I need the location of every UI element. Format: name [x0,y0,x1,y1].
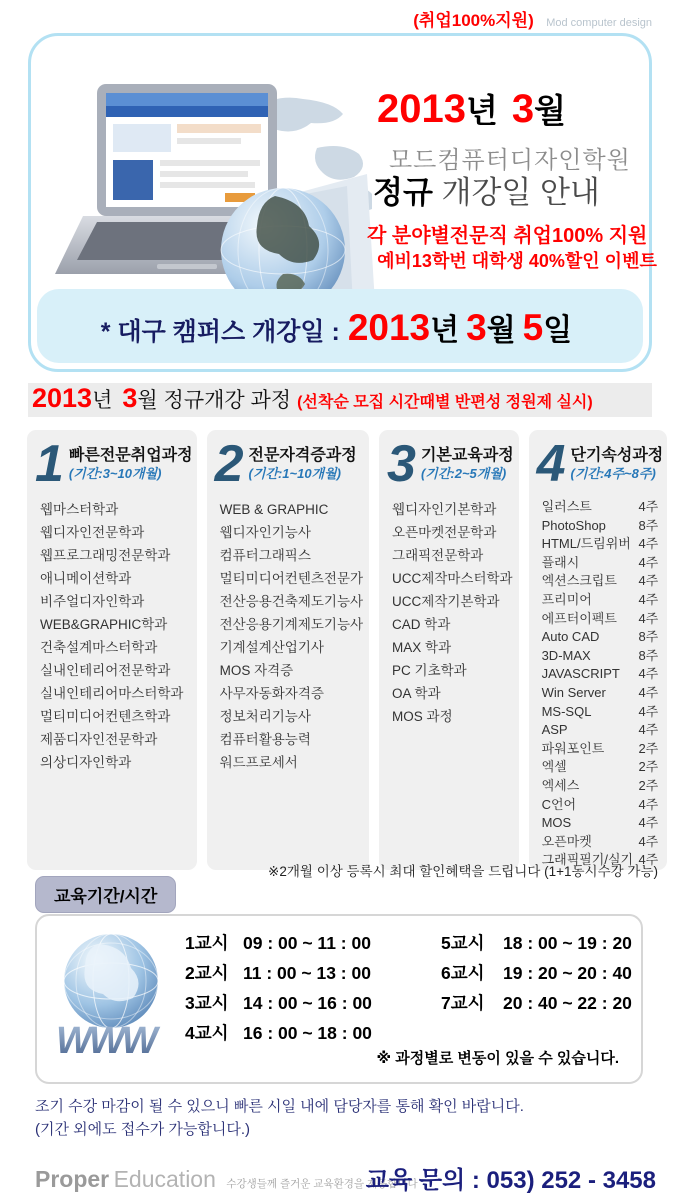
course-column-basic [379,430,519,870]
course-duration: 4주 [638,796,659,812]
top-banner [413,6,652,31]
course-item: PC 기초학과 [392,663,467,678]
course-name: Win Server [541,684,606,700]
column-title: 기본교육과정 [420,447,514,464]
course-name: Auto CAD [541,629,600,645]
course-item: UCC제작기본학과 [392,594,500,609]
course-item [542,740,659,759]
schedule-section-badge: 교육기간/시간 [35,876,176,913]
course-item [542,684,659,703]
discount-promo-line: 예비13학번 대학생 40%할인 이벤트 [377,251,657,271]
period-time [503,1018,632,1048]
course-item: 멀티미디어컨텐츠전문가 [219,571,364,586]
period-label: 3교시 [185,993,229,1013]
schedule-row [185,928,632,958]
course-item: 워드프로세서 [219,755,298,770]
course-duration: 4주 [638,591,659,607]
course-name: 3D-MAX [541,647,591,663]
campus-label: * 대구 캠퍼스 개강일 : [100,318,340,346]
course-item: 웹마스터학과 [40,502,119,517]
discount-note: ※2개월 이상 등록시 최대 할인혜택을 드립니다 (1+1동시수강 가능) [268,864,658,879]
schedule-row [185,1018,632,1048]
course-item [542,665,659,684]
column-number: 2 [214,435,244,493]
course-name: 프리미어 [541,591,592,607]
course-item [542,572,659,591]
early-close-note: 조기 수강 마감이 될 수 있으니 빠른 시일 내에 담당자를 통해 확인 바랍니다. [35,1098,524,1115]
course-item [542,517,659,536]
section-year: 2013 [32,383,93,413]
course-item [542,591,659,610]
course-item [542,647,659,666]
campus-year: 2013 [347,307,431,348]
column-header [207,430,369,494]
section-title-band [28,383,652,417]
course-name: C언어 [541,796,577,812]
registration-note: (기간 외에도 접수가 가능합니다.) [35,1121,251,1138]
period-time: 14 : 00 ~ 16 : 00 [243,993,372,1013]
course-name: PhotoShop [541,517,606,533]
year-number: 2013 [377,87,466,131]
campus-open-date-band [37,289,643,363]
course-duration: 4주 [638,722,659,738]
course-name: JAVASCRIPT [541,666,620,682]
course-name: 에프터이펙트 [541,610,617,626]
course-duration: 4주 [638,815,659,831]
course-item: 제품디자인전문학과 [40,732,158,747]
course-duration: 8주 [638,647,659,663]
course-duration: 4주 [638,666,659,682]
course-duration: 4주 [638,536,659,552]
course-duration: 4주 [638,554,659,570]
course-list [379,498,519,728]
period-time: 16 : 00 ~ 18 : 00 [243,1023,372,1043]
column-title: 단기속성과정 [570,447,664,464]
period-time: 19 : 20 ~ 20 : 40 [503,963,632,983]
campus-day: 5 [522,307,544,348]
period-label: 5교시 [441,933,485,953]
schedule-box [35,914,643,1084]
employment-support-note: (취업100%지원) [413,11,534,30]
period-label: 6교시 [441,963,485,983]
course-item [542,498,659,517]
period-label: 7교시 [441,993,485,1013]
course-name: 엑션스크립트 [541,573,617,589]
period-time: 20 : 40 ~ 22 : 20 [503,993,632,1013]
campus-month-unit: 월 [486,314,516,347]
course-item: 전산응용기계제도기능사 [219,617,364,632]
course-name: HTML/드림위버 [541,536,631,552]
logo-education: Education [113,1166,216,1192]
course-columns [27,430,664,870]
course-column-certificate [207,430,369,870]
column-header [27,430,197,494]
period-label: 1교시 [185,933,229,953]
course-item: 그래픽전문학과 [392,548,484,563]
course-name: 오픈마켓 [541,833,592,849]
logo-tagline: 수강생들께 즐거운 교육환경을 제공합니다 [226,1178,418,1190]
course-item: MAX 학과 [392,640,452,655]
campus-month: 3 [466,307,487,348]
proper-education-logo [35,1166,418,1193]
year-unit: 년 [465,92,498,129]
course-duration: 4주 [638,499,659,514]
open-guide-word: 개강일 안내 [432,175,600,210]
column-period: (기간:2~5개월) [420,466,507,481]
course-name: MOS [541,815,572,831]
course-duration: 2주 [638,759,659,775]
course-item: 웹디자인기본학과 [392,502,497,517]
course-item: MOS 과정 [392,709,453,724]
course-item [542,833,659,852]
course-item: OA 학과 [392,686,441,701]
schedule-row [185,988,632,1018]
course-item: 의상디자인학과 [40,755,132,770]
regular-word: 정규 [373,175,433,210]
section-year-unit: 년 [92,389,113,412]
course-item: 웹디자인기능사 [219,525,311,540]
section-subnote: (선착순 모집 시간때별 반편성 정원제 실시) [297,394,593,411]
period-time: 18 : 00 ~ 19 : 20 [503,933,632,953]
schedule-row [185,958,632,988]
course-item: 사무자동화자격증 [219,686,324,701]
section-month: 3 [122,383,138,413]
period-label [441,1018,503,1048]
course-item [542,628,659,647]
course-item: 컴퓨터그래픽스 [219,548,311,563]
contact-phone: 교육 문의 : 053) 252 - 3458 [365,1167,656,1194]
laptop-globe-illustration [45,78,375,318]
course-item: 실내인테리어전문학과 [40,663,171,678]
course-item [542,721,659,740]
course-duration: 4주 [638,703,659,719]
course-name: ASP [541,722,568,738]
course-duration: 2주 [638,740,659,756]
course-item: 웹프로그래밍전문학과 [40,548,171,563]
column-header [379,430,519,494]
course-duration: 2주 [638,777,659,793]
column-header [529,430,668,494]
course-item: WEB&GRAPHIC학과 [40,617,168,632]
month-number: 3 [511,87,535,131]
period-label: 4교시 [185,1023,229,1043]
employment-promo-line: 각 분야별전문직 취업100% 지원 [367,225,648,247]
course-item: 웹디자인전문학과 [40,525,145,540]
schedule-grid [185,928,632,1048]
course-duration: 4주 [638,833,659,849]
course-name: 그래픽필기/실기 [541,852,634,868]
course-duration: 4주 [638,573,659,589]
hero-box [28,33,657,372]
course-name: MS-SQL [541,703,592,719]
course-name: 엑세스 [541,777,580,793]
period-time: 11 : 00 ~ 13 : 00 [243,963,371,983]
course-name: 파워포인트 [541,740,605,756]
month-unit: 월 [534,92,567,129]
course-item: 전산응용건축제도기능사 [219,594,364,609]
course-item: CAD 학과 [392,617,451,632]
course-duration: 4주 [638,610,659,626]
schedule-note: ※ 과정별로 변동이 있을 수 있습니다. [376,1050,619,1067]
column-number: 3 [387,435,416,493]
academy-name: 모드컴퓨터디자인학원 [389,147,631,174]
campus-day-unit: 일 [543,314,573,347]
course-item: MOS 자격증 [219,663,294,678]
course-item [542,554,659,573]
column-period: (기간:3~10개월) [68,466,162,481]
course-item [542,610,659,629]
course-duration: 8주 [638,517,659,533]
column-title: 빠른전문취업과정 [68,447,193,464]
course-item: WEB & GRAPHIC [219,502,329,517]
course-list [529,498,668,870]
course-item: 기계설계산업기사 [219,640,324,655]
column-number: 4 [536,435,566,493]
www-globe-icon [51,926,181,1066]
period-label: 2교시 [185,963,229,983]
column-number: 1 [35,435,64,493]
course-item [542,796,659,815]
period-time: 09 : 00 ~ 11 : 00 [243,933,371,953]
course-item: 실내인테리어마스터학과 [40,686,184,701]
course-item: 컴퓨터활용능력 [219,732,311,747]
course-name: 엑셀 [541,759,567,775]
hero-subtitle [367,175,667,217]
course-duration: 4주 [638,852,659,868]
course-duration: 8주 [638,629,659,645]
course-list [207,498,369,774]
course-item [542,758,659,777]
brand-text: Mod computer design [546,17,652,29]
course-item: 애니메이션학과 [40,571,132,586]
course-item: 정보처리기능사 [219,709,311,724]
column-period: (기간:4주~8주) [570,466,656,481]
course-item: 멀티미디어컨텐츠학과 [40,709,171,724]
column-title: 전문자격증과정 [248,447,357,464]
course-column-short-intensive [529,430,668,870]
course-column-fast-track [27,430,197,870]
section-title-text: 월 정규개강 과정 [137,389,292,412]
svg-text:WWW: WWW [56,1020,155,1062]
column-period: (기간:1~10개월) [248,466,342,481]
course-item [542,814,659,833]
course-list [27,498,197,774]
course-item: UCC제작마스터학과 [392,571,513,586]
course-item: 건축설계마스터학과 [40,640,158,655]
logo-proper: Proper [35,1166,110,1192]
course-item: 비주얼디자인학과 [40,594,145,609]
course-name: 일러스트 [541,499,592,514]
hero-date [367,88,667,139]
course-item: 오픈마켓전문학과 [392,525,497,540]
campus-year-unit: 년 [430,314,460,347]
course-name: 플래시 [541,554,580,570]
course-item [542,703,659,722]
course-item [542,535,659,554]
course-item [542,777,659,796]
hero-text [367,88,667,273]
course-duration: 4주 [638,684,659,700]
